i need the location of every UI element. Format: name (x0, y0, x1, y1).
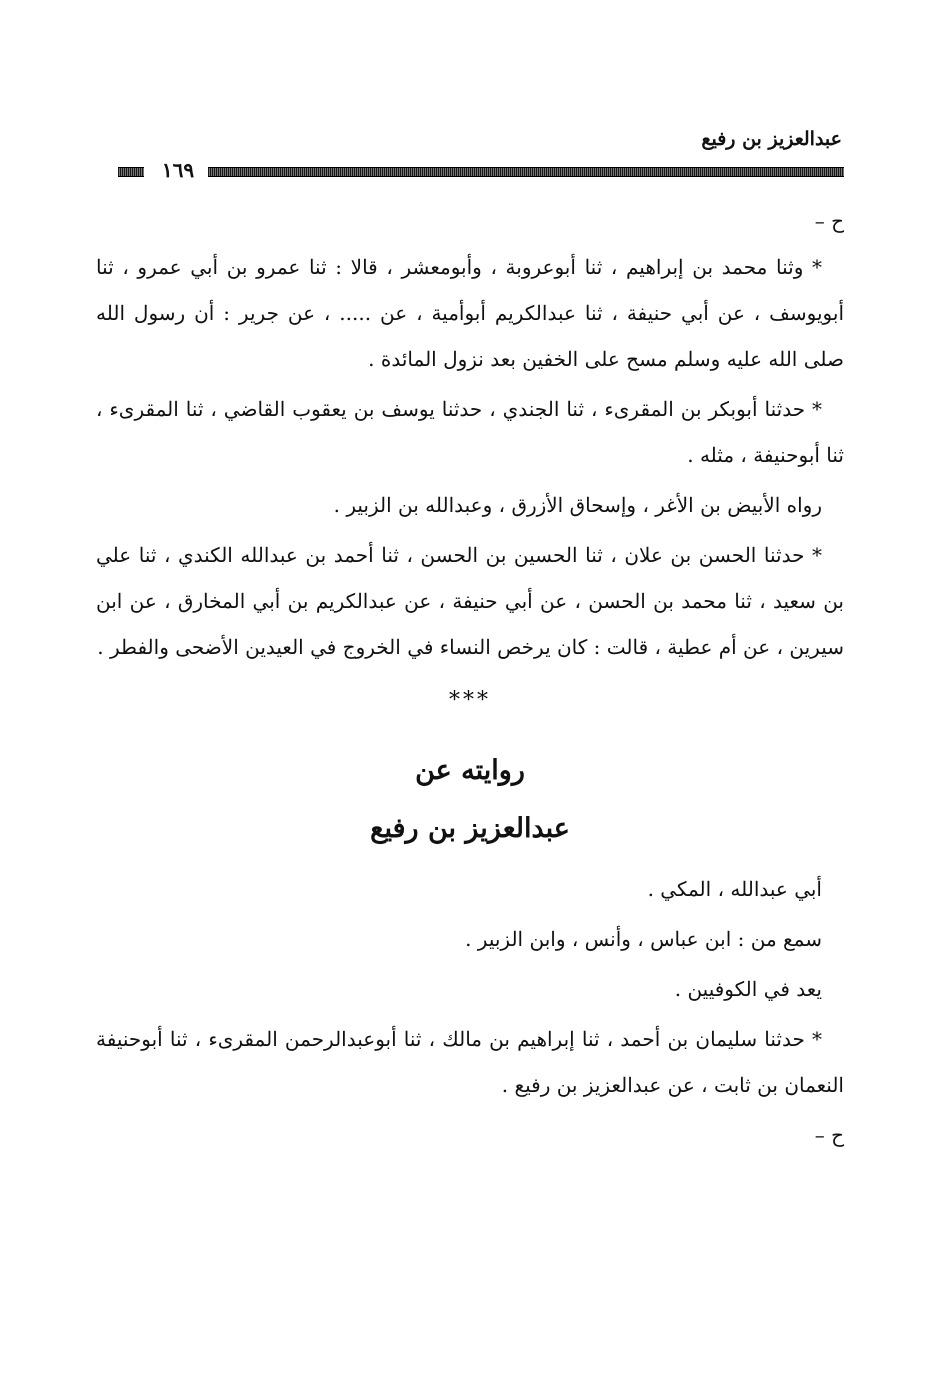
header-rule-stub (118, 167, 144, 177)
header-rule (118, 158, 844, 184)
line-kunya: أبي عبدالله ، المكي . (647, 877, 822, 901)
line-counted-among: يعد في الكوفيين . (674, 977, 822, 1001)
section-heading-line-2: عبدالعزيز بن رفيع (370, 813, 570, 844)
section-separator: *** (449, 688, 491, 713)
continuation-marker-top: ح – (814, 209, 844, 233)
line-heard-from: سمع من : ابن عباس ، وأنس ، وابن الزبير . (465, 927, 822, 951)
paragraph-narration-1: * وثنا محمد بن إبراهيم ، ثنا أبوعروبة ، وأبومعشر ، قالا : ثنا عمرو بن أبي عمرو ، ثنا أبويوسف ، عن أبي حنيفة ، ثنا عبدالكريم أبوأمية ، عن ..... ، عن جرير : أن رسول الله صلى الله عليه وسلم مسح على الخفين بعد نزول المائدة . (96, 255, 844, 371)
paragraph-narration-3: * حدثنا الحسن بن علان ، ثنا الحسين بن الحسن ، ثنا أحمد بن عبدالله الكندي ، ثنا علي بن سعيد ، ثنا محمد بن الحسن ، عن أبي حنيفة ، عن عبدالكريم بن أبي المخارق ، عن ابن سيرين ، عن أم عطية ، قالت : كان يرخص النساء في الخروج في العيدين الأضحى والفطر . (96, 543, 844, 659)
header-rule-bar (208, 167, 844, 177)
running-title: عبدالعزيز بن رفيع (701, 128, 842, 150)
section-heading-line-1: روايته عن (415, 755, 525, 786)
paragraph-narration-4: * حدثنا سليمان بن أحمد ، ثنا إبراهيم بن مالك ، ثنا أبوعبدالرحمن المقرىء ، ثنا أبوحنيفة النعمان بن ثابت ، عن عبدالعزيز بن رفيع . (96, 1027, 844, 1097)
paragraph-narrators: رواه الأبيض بن الأغر ، وإسحاق الأزرق ، وعبدالله بن الزبير . (333, 493, 822, 517)
page-body (96, 198, 844, 1158)
continuation-marker-bottom: ح – (814, 1123, 844, 1147)
paragraph-narration-2: * حدثنا أبوبكر بن المقرىء ، ثنا الجندي ، حدثنا يوسف بن يعقوب القاضي ، ثنا المقرىء ، ثنا أبوحنيفة ، مثله . (96, 397, 844, 467)
page-number: ١٦٩ (161, 158, 195, 182)
